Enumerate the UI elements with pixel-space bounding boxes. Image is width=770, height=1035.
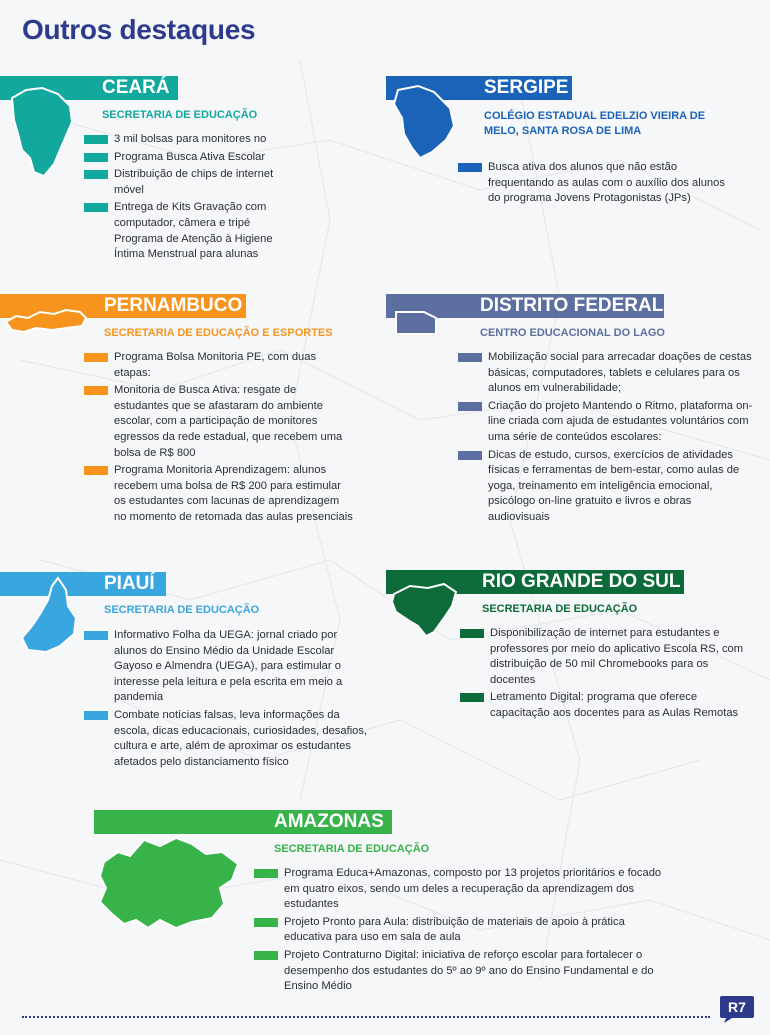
- bullet-marker: [84, 153, 108, 162]
- section-pernambuco: [0, 294, 380, 554]
- list-item: Projeto Contraturno Digital: iniciativa de reforço escolar para fortalecer o desempenho dos estudantes do 5º ao 9º ano do Ensino Fundamental e do Ensino Médio: [254, 948, 670, 995]
- pernambuco-item-list: [84, 350, 354, 528]
- distrito-federal-subtitle: CENTRO EDUCACIONAL DO LAGO: [480, 327, 665, 339]
- list-item: Letramento Digital: programa que oferece capacitação aos docentes para as Aulas Remotas: [460, 690, 746, 721]
- bullet-marker: [254, 918, 278, 927]
- pernambuco-subtitle: SECRETARIA DE EDUCAÇÃO E ESPORTES: [104, 327, 333, 339]
- rio-grande-do-sul-map-icon: [388, 582, 460, 640]
- piaui-map-icon: [18, 576, 82, 656]
- ceara-subtitle: SECRETARIA DE EDUCAÇÃO: [102, 109, 258, 121]
- distrito-federal-state-name: DISTRITO FEDERAL: [480, 295, 664, 316]
- rio-grande-do-sul-subtitle: SECRETARIA DE EDUCAÇÃO: [482, 603, 638, 615]
- section-sergipe: [386, 76, 770, 276]
- pernambuco-state-name: PERNAMBUCO: [104, 295, 243, 316]
- list-item: Informativo Folha da UEGA: jornal criado por alunos do Ensino Médio da Unidade Escolar Gayoso e Almendra (UEGA), para estimular o interesse pela leitura e pela escrita em meio a pandemia: [84, 628, 372, 706]
- amazonas-state-name: AMAZONAS: [274, 811, 384, 832]
- amazonas-item-list: [254, 866, 670, 997]
- section-distrito-federal: [386, 294, 770, 554]
- ceara-map-icon: [8, 84, 78, 180]
- amazonas-subtitle: SECRETARIA DE EDUCAÇÃO: [274, 843, 430, 855]
- list-item: Projeto Pronto para Aula: distribuição de materiais de apoio à prática educativa para uso em sala de aula: [254, 915, 670, 946]
- list-item: Monitoria de Busca Ativa: resgate de estudantes que se afastaram do ambiente escolar, com a participação de monitores egressos da rede estadual, que recebem uma bolsa de R$ 800: [84, 383, 354, 461]
- list-item: Busca ativa dos alunos que não estão frequentando as aulas com o auxílio dos alunos do programa Jovens Protagonistas (JPs): [458, 160, 728, 207]
- bullet-marker: [84, 466, 108, 475]
- rio-grande-do-sul-item-list: [460, 626, 746, 724]
- piaui-subtitle: SECRETARIA DE EDUCAÇÃO: [104, 604, 260, 616]
- section-ceara: [0, 76, 380, 276]
- list-item: Distribuição de chips de internet móvel: [84, 167, 294, 198]
- section-piaui: [0, 572, 380, 782]
- list-item: 3 mil bolsas para monitores no: [84, 132, 294, 148]
- piaui-state-name: PIAUÍ: [104, 573, 155, 594]
- section-rio-grande-do-sul: [386, 570, 770, 770]
- list-item: Programa Busca Ativa Escolar: [84, 150, 294, 166]
- list-item: Criação do projeto Mantendo o Ritmo, plataforma on-line criada com ajuda de estudantes voluntários com uma série de conteúdos escolares:: [458, 399, 754, 446]
- sergipe-map-icon: [390, 82, 460, 162]
- sergipe-state-name: SERGIPE: [484, 77, 569, 98]
- bullet-marker: [84, 170, 108, 179]
- r7-logo-icon: [718, 994, 756, 1024]
- list-item: Dicas de estudo, cursos, exercícios de atividades físicas e ferramentas de bem-estar, como aulas de yoga, treinamento em inteligência emocional, psicólogo on-line gratuito e livros e obras audiovisuais: [458, 448, 754, 526]
- pernambuco-map-icon: [4, 306, 88, 336]
- amazonas-header-band: [94, 810, 392, 834]
- bullet-marker: [460, 629, 484, 638]
- footer-divider: [22, 1016, 710, 1018]
- list-item: Mobilização social para arrecadar doações de cestas básicas, computadores, tablets e celulares para os alunos em vulnerabilidade;: [458, 350, 754, 397]
- list-item: Programa Bolsa Monitoria PE, com duas etapas:: [84, 350, 354, 381]
- bullet-marker: [458, 353, 482, 362]
- bullet-marker: [84, 353, 108, 362]
- bullet-marker: [84, 631, 108, 640]
- bullet-marker: [460, 693, 484, 702]
- section-amazonas: [94, 810, 770, 1000]
- bullet-marker: [84, 135, 108, 144]
- rio-grande-do-sul-state-name: RIO GRANDE DO SUL: [482, 571, 681, 592]
- bullet-marker: [84, 711, 108, 720]
- bullet-marker: [458, 163, 482, 172]
- r7-logo-text: R7: [728, 999, 746, 1015]
- piaui-item-list: [84, 628, 372, 772]
- list-item: Entrega de Kits Gravação com computador, câmera e tripé Programa de Atenção à Higiene Íntima Menstrual para alunas: [84, 200, 294, 262]
- page-title: Outros destaques: [22, 14, 256, 45]
- bullet-marker: [458, 402, 482, 411]
- list-item: Disponibilização de internet para estudantes e professores por meio do aplicativo Escola RS, com distribuição de 50 mil Chromebooks para os docentes: [460, 626, 746, 688]
- list-item: Combate notícias falsas, leva informações da escola, dicas educacionais, curiosidades, desafios, cultura e arte, além de aproximar os estudantes afetados pelo distanciamento físico: [84, 708, 372, 770]
- bullet-marker: [458, 451, 482, 460]
- bullet-marker: [254, 951, 278, 960]
- distrito-federal-item-list: [458, 350, 754, 528]
- bullet-marker: [84, 203, 108, 212]
- ceara-item-list: [84, 132, 294, 265]
- distrito-federal-map-icon: [394, 308, 438, 338]
- list-item: Programa Monitoria Aprendizagem: alunos recebem uma bolsa de R$ 200 para estimular os estudantes com lacunas de aprendizagem no momento de retomada das aulas presenciais: [84, 463, 354, 525]
- sergipe-subtitle: COLÉGIO ESTADUAL EDELZIO VIEIRA DE MELO, SANTA ROSA DE LIMA: [484, 110, 706, 137]
- list-item: Programa Educa+Amazonas, composto por 13 projetos prioritários e focado em quatro eixos, sendo um deles a recuperação da aprendizagem dos estudantes: [254, 866, 670, 913]
- bullet-marker: [254, 869, 278, 878]
- sergipe-item-list: [458, 160, 728, 209]
- amazonas-map-icon: [96, 832, 246, 936]
- ceara-state-name: CEARÁ: [102, 77, 170, 98]
- bullet-marker: [84, 386, 108, 395]
